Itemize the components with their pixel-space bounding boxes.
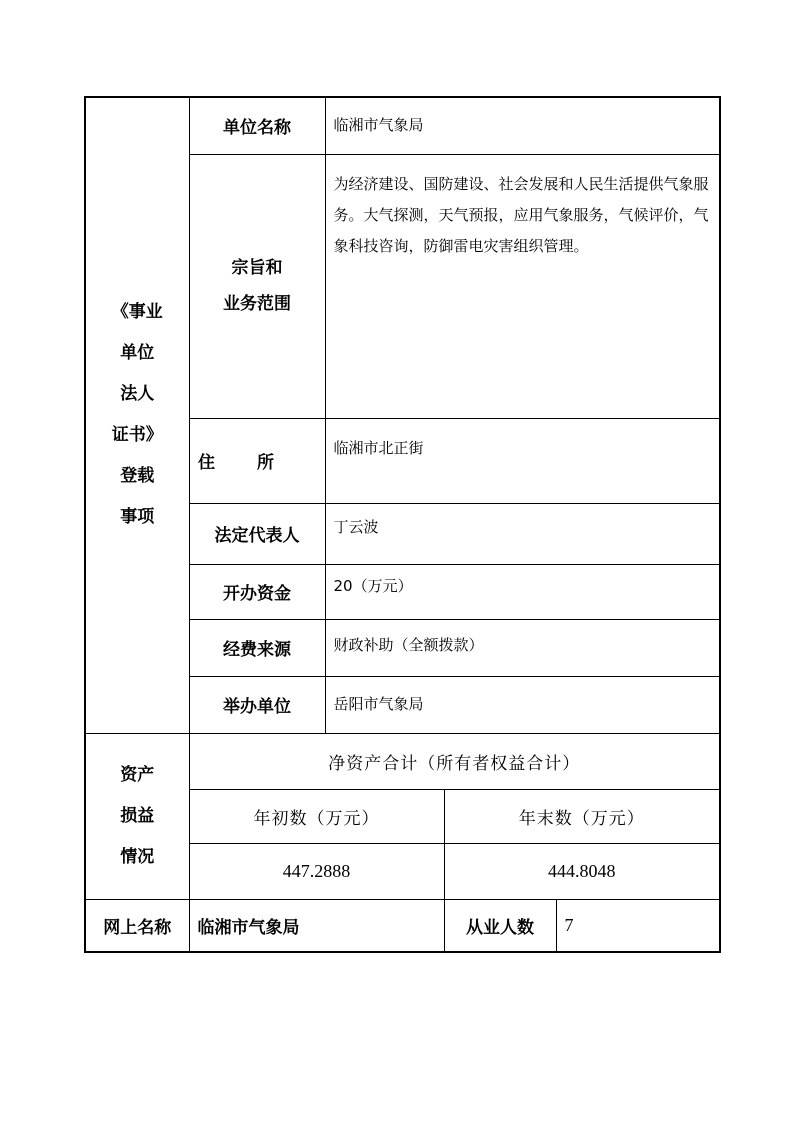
sponsor-value: 岳阳市气象局 [325,676,720,733]
online-name-label: 网上名称 [85,899,189,952]
row-unit-name [85,97,720,154]
assets-side-title: 资产 损益 情况 [85,733,189,899]
begin-value: 447.2888 [189,843,444,899]
legal-rep-label: 法定代表人 [189,503,325,564]
net-assets-header: 净资产合计（所有者权益合计） [189,733,720,789]
end-label: 年末数（万元） [444,789,720,843]
address-value: 临湘市北正街 [325,418,720,503]
row-net-assets-header [85,733,720,789]
staff-count: 7 [556,899,720,952]
staff-label: 从业人数 [444,899,556,952]
legal-rep-value: 丁云波 [325,503,720,564]
row-footer [85,899,720,952]
funding-label: 经费来源 [189,619,325,676]
address-label: 住所 [189,418,325,503]
online-name-value: 临湘市气象局 [189,899,444,952]
sponsor-label: 举办单位 [189,676,325,733]
funding-value: 财政补助（全额拨款） [325,619,720,676]
begin-label: 年初数（万元） [189,789,444,843]
end-value: 444.8048 [444,843,720,899]
capital-label: 开办资金 [189,564,325,619]
unit-name-value: 临湘市气象局 [325,97,720,154]
capital-value: 20（万元） [325,564,720,619]
purpose-value: 为经济建设、国防建设、社会发展和人民生活提供气象服务。大气探测，天气预报，应用气象服务，气候评价，气象科技咨询，防御雷电灾害组织管理。 [325,154,720,418]
registration-side-title: 《事业 单位 法人 证书》 登载 事项 [85,97,189,733]
unit-name-label: 单位名称 [189,97,325,154]
certificate-table [84,96,721,953]
purpose-label: 宗旨和 业务范围 [189,154,325,418]
